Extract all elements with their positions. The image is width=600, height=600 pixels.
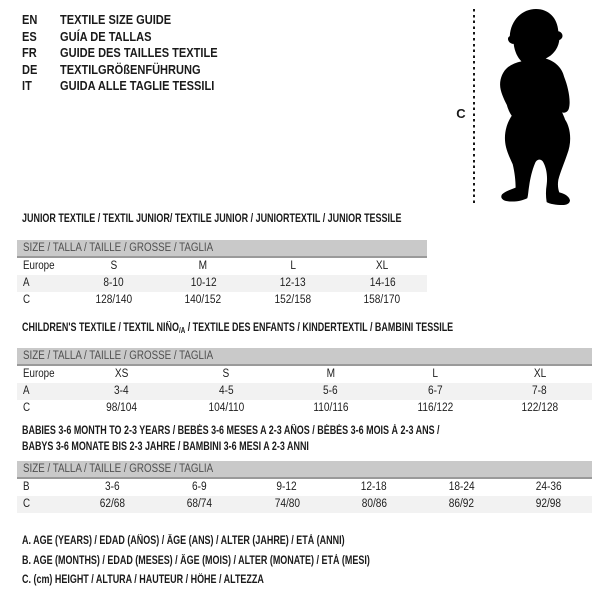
babies-section-title: BABIES 3-6 MONTH TO 2-3 YEARS / BEBÉS 3-6 MESES A 2-3 AÑOS / BÉBÉS 3-6 MOIS À 2-3 ANS / BABYS 3-6 MONATE BIS 2-3 JAHRE / BAMBINI 3-6 MESI A 2-3 ANNI (22, 425, 440, 453)
height-cell: 86/92 (448, 498, 474, 510)
size-cell: M (326, 368, 335, 380)
size-cell: XL (533, 368, 546, 380)
age-cell: 8-10 (103, 277, 124, 289)
row-label: C (23, 498, 31, 510)
row-label: Europe (23, 260, 55, 272)
height-cell: 116/122 (417, 402, 454, 414)
children-size-table (17, 348, 592, 417)
age-cell: 6-9 (192, 481, 208, 493)
size-cell: L (432, 368, 438, 380)
row-label: B (23, 481, 30, 493)
lang-title: TEXTILGRÖßENFÜHRUNG (60, 61, 201, 77)
row-label: C (23, 294, 31, 306)
babies-size-table (17, 461, 592, 513)
age-cell: 3-4 (113, 385, 129, 397)
age-cell: 7-8 (532, 385, 548, 397)
height-cell: 152/158 (274, 294, 312, 306)
lang-title: GUIDA ALLE TAGLIE TESSILI (60, 78, 215, 94)
height-cell: 122/128 (521, 402, 558, 414)
age-cell: 3-6 (105, 481, 120, 493)
lang-code: EN (22, 12, 38, 27)
age-cell: 10-12 (190, 277, 217, 289)
table-row (17, 366, 592, 383)
table-row (17, 292, 427, 309)
age-cell: 24-36 (535, 481, 562, 493)
size-cell: L (289, 260, 296, 272)
size-header-bar: SIZE / TALLA / TAILLE / GRÖSSE / TAGLIA (17, 348, 592, 366)
note-c: C. (cm) HEIGHT / ALTURA / HAUTEUR / HÖHE / ALTEZZA (22, 574, 264, 586)
row-label: Europe (23, 368, 55, 380)
age-cell: 12-13 (279, 277, 306, 289)
lang-row-de (22, 62, 245, 79)
size-cell: M (199, 260, 208, 272)
note-a: A. AGE (YEARS) / EDAD (AÑOS) / ÂGE (ANS) / ALTER (JAHRE) / ETÀ (ANNI) (22, 535, 345, 547)
height-cell: 140/152 (184, 294, 222, 306)
table-row (17, 275, 427, 292)
height-cell: 110/116 (312, 402, 349, 414)
age-cell: 9-12 (276, 481, 298, 493)
age-cell: 12-18 (361, 481, 388, 493)
size-header-bar: SIZE / TALLA / TAILLE / GRÖSSE / TAGLIA (17, 240, 427, 258)
height-cell: 128/140 (95, 294, 133, 306)
junior-section-title: JUNIOR TEXTILE / TEXTIL JUNIOR/ TEXTILE JUNIOR / JUNIORTEXTIL / JUNIOR TESSILE (22, 213, 402, 225)
age-cell: 14-16 (369, 277, 396, 289)
height-cell: 98/104 (105, 402, 137, 414)
size-cell: S (222, 368, 230, 380)
height-cell: 80/86 (361, 498, 387, 510)
table-row (17, 479, 592, 496)
age-cell: 18-24 (448, 481, 475, 493)
language-list (22, 12, 245, 95)
lang-row-it (22, 78, 245, 95)
height-cell: 62/68 (99, 498, 126, 510)
lang-code: DE (22, 61, 38, 77)
table-row (17, 258, 427, 275)
junior-size-table (17, 240, 427, 309)
row-label: A (23, 277, 30, 289)
age-cell: 4-5 (218, 385, 234, 397)
size-cell: XL (376, 260, 389, 272)
lang-title: TEXTILE SIZE GUIDE (60, 12, 172, 27)
height-cell: 74/80 (274, 498, 300, 510)
table-row (17, 400, 592, 417)
age-cell: 5-6 (323, 385, 338, 397)
lang-row-en (22, 12, 245, 29)
height-cell: 92/98 (535, 498, 562, 510)
children-section-title: CHILDREN'S TEXTILE / TEXTIL $NIÑO_{/A}$ / TEXTILE DES ENFANTS / KINDERTEXTIL / BAMBINI TESSILE (22, 322, 454, 335)
note-b: B. AGE (MONTHS) / EDAD (MESES) / ÂGE (MOIS) / ALTER (MONATE) / ETÀ (MESI) (22, 554, 370, 567)
height-cell: 104/110 (207, 402, 244, 414)
lang-row-fr (22, 45, 245, 62)
height-cell: 158/170 (363, 294, 401, 306)
lang-row-es (22, 29, 245, 46)
age-cell: 6-7 (427, 385, 443, 397)
lang-code: ES (22, 28, 37, 44)
size-cell: S (110, 260, 118, 272)
legend-notes (22, 532, 468, 591)
table-row (17, 383, 592, 400)
size-header-bar: SIZE / TALLA / TAILLE / GRÖSSE / TAGLIA (17, 461, 592, 479)
height-measure-dashed-line (473, 9, 475, 206)
lang-code: FR (22, 45, 37, 61)
table-row (17, 496, 592, 513)
row-label: A (23, 385, 30, 397)
baby-silhouette-icon (482, 7, 590, 207)
lang-title: GUIDE DES TAILLES TEXTILE (60, 45, 218, 61)
height-cell: 68/74 (187, 498, 213, 510)
row-label: C (23, 402, 31, 414)
lang-title: GUÍA DE TALLAS (60, 28, 152, 44)
size-cell: XS (114, 368, 129, 380)
height-measure-label: C (456, 106, 466, 121)
lang-code: IT (22, 78, 32, 94)
